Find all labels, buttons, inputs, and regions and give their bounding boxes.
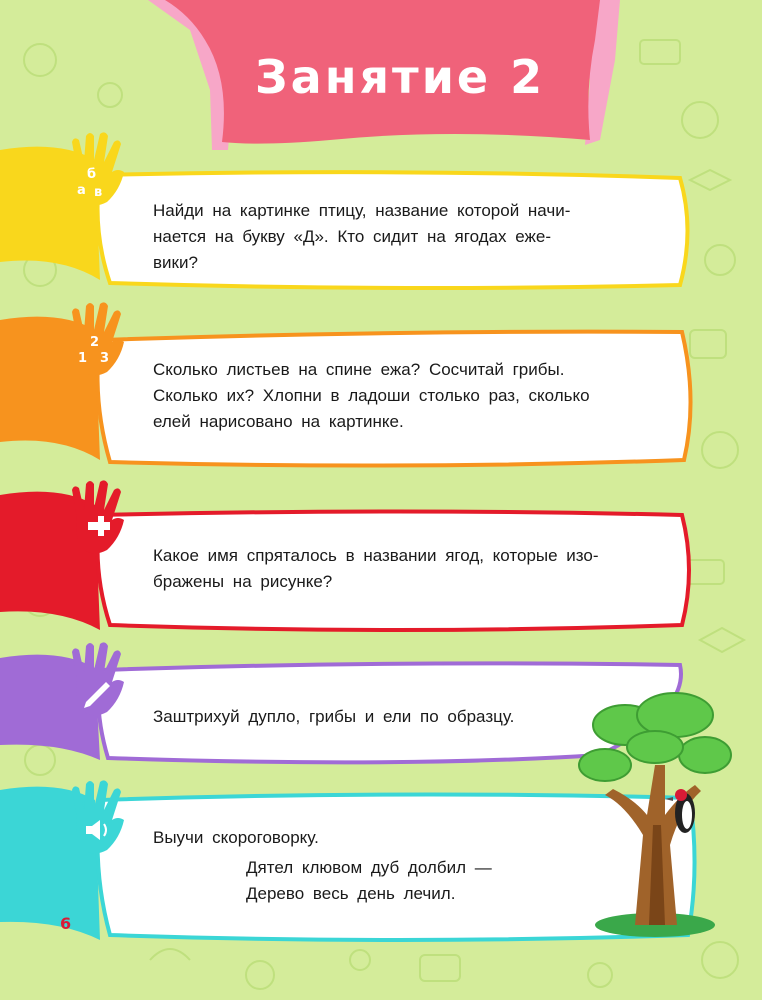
text-line: Сколько их? Хлопни в ладоши столько раз, сколько bbox=[153, 386, 590, 405]
poem-line: Дерево весь день лечил. bbox=[246, 884, 456, 903]
hand-glyph: 1 bbox=[78, 351, 88, 366]
text-line: Заштрихуй дупло, грибы и ели по образцу. bbox=[153, 707, 515, 726]
text-line: елей нарисовано на картинке. bbox=[153, 412, 404, 431]
text-line: нается на букву «Д». Кто сидит на ягодах еже- bbox=[153, 227, 551, 246]
hand-glyph: в bbox=[94, 185, 103, 200]
text-line: Какое имя спряталось в названии ягод, которые изо- bbox=[153, 546, 599, 565]
text-line: Сколько листьев на спине ежа? Сосчитай грибы. bbox=[153, 360, 565, 379]
hand-glyph: а bbox=[77, 183, 86, 198]
text-line: бражены на рисунке? bbox=[153, 572, 333, 591]
task-3-text bbox=[153, 543, 658, 595]
tree-with-woodpecker-illustration bbox=[565, 685, 735, 940]
abc-hand-icon bbox=[62, 130, 132, 210]
speaker-hand-icon bbox=[62, 778, 132, 858]
numbers-hand-icon bbox=[62, 300, 132, 380]
tongue-twister bbox=[246, 855, 546, 907]
pencil-hand-icon bbox=[62, 640, 132, 720]
text-line: Выучи скороговорку. bbox=[153, 828, 319, 847]
poem-line: Дятел клювом дуб долбил — bbox=[246, 858, 492, 877]
hand-glyph: 2 bbox=[90, 335, 100, 350]
task-1-text bbox=[153, 198, 658, 276]
hand-glyph: 3 bbox=[100, 351, 110, 366]
page-title: Занятие 2 bbox=[255, 50, 546, 104]
puzzle-hand-icon bbox=[62, 478, 132, 558]
text-line: вики? bbox=[153, 253, 198, 272]
text-line: Найди на картинке птицу, название которой начи- bbox=[153, 201, 571, 220]
hand-glyph: б bbox=[87, 167, 97, 182]
page-number: 6 bbox=[60, 914, 72, 933]
task-2-text bbox=[153, 357, 658, 435]
